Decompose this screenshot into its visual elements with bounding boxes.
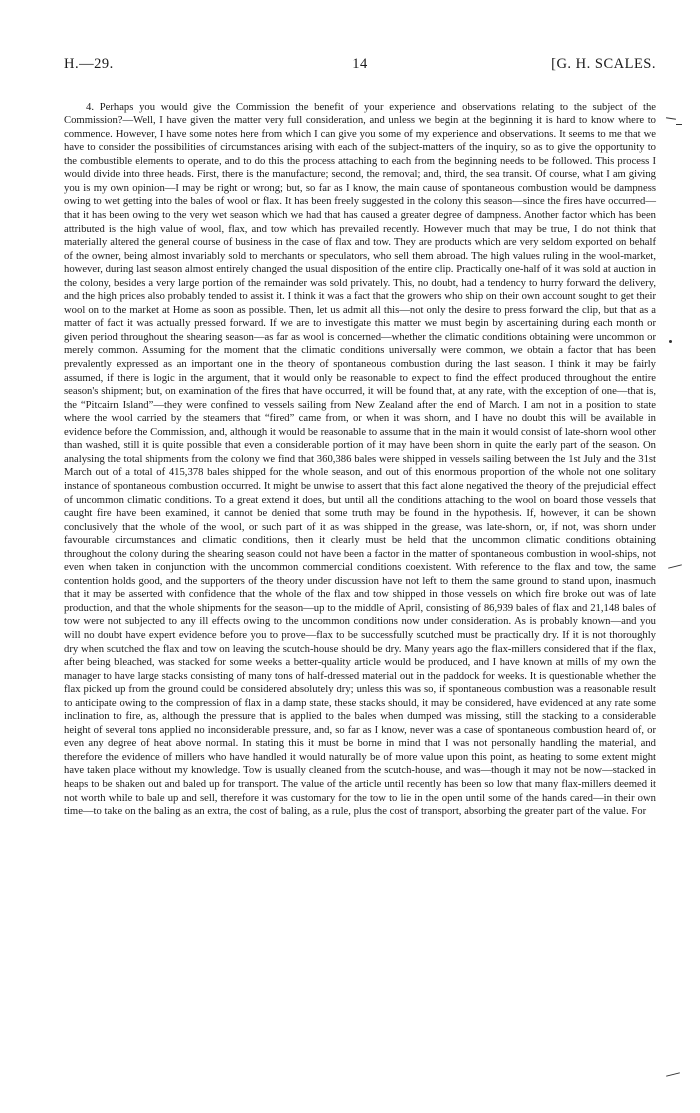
report-reference: H.—29. bbox=[64, 56, 114, 72]
margin-dot bbox=[669, 340, 672, 343]
evidence-paragraph: 4. Perhaps you would give the Commission the benefit of your experience and observations relating to the subject of the Commission?—Well, I have given the matter very full consideration, and unless we begin at the beginning it is hard to know where to commence. However, I have some notes here from which I can give you some of my experience and observations. It seems to me that we have to consider the possibilities of circumstances arising with each of the subject-matters of the inquiry, so as to give the opportunity to the combustible elements to operate, and to do this the process attaching to each from the beginning needs to be followed. This process I would divide into three heads. First, there is the manufacture; second, the removal; and, third, the sea transit. Of course, what I am giving you is my own opinion—I may be right or wrong; but, so far as I know, the main cause of spontaneous combustion would be dampness owing to wet getting into the bales of wool or flax. It has been freely suggested in the colony this season—since the fires have occurred—that it has been owing to the very wet season which we had that has caused a greater degree of dampness. Another factor which has been attributed is the high value of wool, flax, and tow which has prevailed recently. However much that may be true, I do not think that materially altered the general course of business in the case of flax and tow. They are products which are very seldom exported on behalf of the owner, being almost invariably sold to merchants or speculators, who sell them abroad. The high values ruling in the wool-market, however, during last season almost entirely changed the usual disposition of the entire clip. Practically one-half of it was sold at auction in the colony, besides a very large portion of the remainder was sold privately. This, no doubt, had a tendency to hurry forward the delivery, and the high prices also probably tended to assist it. I think it was a fact that the growers who ship on their own account sought to get their wool on to the market at Home as soon as possible. Then, let us admit all this—not only the desire to press forward the clip, but that as a matter of fact it was actually pressed forward. If we are to investigate this matter we must begin by ascertaining during each month or given period throughout the shearing season—as far as wool is concerned—whether the climatic conditions obtaining were uncommon or merely common. Assuming for the moment that the climatic conditions universally were common, we obtain a factor that has been prevalently expressed as an important one in the theory of spontaneous combustion during the last season. I think it may be fairly assumed, if there is logic in the argument, that it would only be reasonable to expect to find the effect produced throughout the entire season's shipment; but, on examination of the fires that have occurred, it will be found that, at any rate, with the exception of one—that is, the “Pitcairn Island”—they were confined to vessels sailing from New Zealand after the end of March. I am not in a position to state where the wool carried by the steamers that “fired” came from, or when it was shorn, and I have no doubt this will be available in evidence before the Commission, and, although it would be reasonable to assume that in the main it would consist of late-shorn wool other than washed, still it is quite possible that even a considerable portion of it may have been shorn in quite the early part of the season. On analysing the total shipments from the colony we find that 360,386 bales were shipped in vessels sailing between the 1st July and the 31st March out of a total of 415,378 bales shipped for the whole season, and out of this enormous proportion of the whole not one solitary instance of spontaneous combustion occurred. It might be unwise to assert that this fact alone negatived the theory of the prejudicial effect of uncommon climatic conditions. To a great extend it does, but until all the conditions attaching to the wool on board those vessels that caught fire have been examined, it cannot be denied that some truth may be found in the hypothesis. If, however, it can be shown conclusively that the whole of the wool, or such part of it as was shipped in the grease, was late-shorn, or, if not, was shorn under favourable circumstances and climatic conditions, then it clearly must be held that the uncommon climatic conditions obtaining throughout the colony during the shearing season could not have been a factor in the matter of spontaneous combustion in wool-ships, not even when taken in conjunction with the uncommon commercial conditions coexistent. With reference to the flax and tow, the same contention holds good, and the supporters of the theory under discussion have not left to them the same ground to stand upon, inasmuch that it may be asserted with confidence that the whole of the flax and tow shipped in those vessels on which fire broke out was of late production, and that the whole shipments for the season—up to the middle of April, consisting of 86,939 bales of flax and 21,148 bales of tow were not subjected to any ill effects owing to the uncommon conditions now under consideration. As is probably known—and you will no doubt have expert evidence before you to prove—flax to be successfully scutched must be practically dry. If it is not thoroughly dry when scutched the flax and tow on leaving the scutch-house should be dry. Many years ago the flax-millers considered that if the flax, after being bleached, was stacked for some weeks a better-quality article would be produced, and I have known at mills of my own the manager to have large stacks consisting of many tons of half-dressed material out in the paddock for weeks. It is questionable whether the flax picked up from the ground could be considered absolutely dry; unless this was so, if spontaneous combustion was a reasonable result to anticipate owing to the compression of flax in a damp state, these stacks should, it may be considered, have evidenced at any rate some inclination to fire, as, although the pressure that is applied to the bales when dumped was missing, still the stacking to a considerable height of several tons applied no inconsiderable pressure, and, so far as I know, never was a case of spontaneous combustion heard of, or even any degree of heat above normal. In stating this it must be borne in mind that I was not personally handling the material, and therefore the evidence of millers who have handled it would naturally be of more value upon this point, as heating to some extent might have taken place without my knowledge. Tow is usually cleaned from the scutch-house, and was—though it may not be now—stacked in heaps to be shaken out and baled up for transport. The value of the article until recently has been so low that many flax-millers deemed it not worth while to bale up and sell, therefore it was customary for the tow to lie in the open until some of the hands cared—in their own time—to take on the baling as an extra, the cost of baling, as a rule, plus the cost of transport, absorbing the greater part of the value. For bbox=[64, 101, 656, 818]
margin-mark bbox=[668, 564, 682, 568]
page-number: 14 bbox=[352, 56, 368, 72]
page-header bbox=[64, 56, 656, 76]
margin-mark bbox=[666, 117, 676, 119]
margin-mark bbox=[676, 124, 682, 125]
witness-name: [G. H. SCALES. bbox=[551, 56, 656, 72]
margin-mark bbox=[666, 1072, 680, 1076]
